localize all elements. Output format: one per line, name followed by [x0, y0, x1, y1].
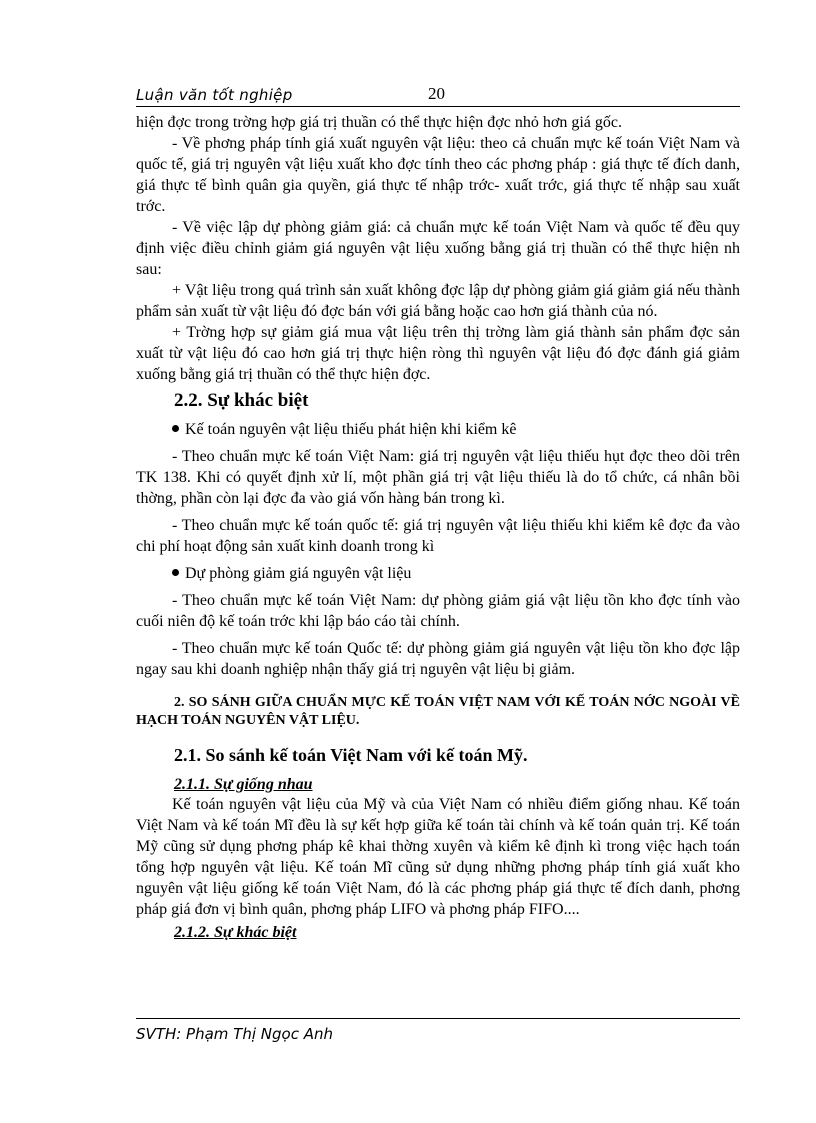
bullet-icon [172, 425, 179, 432]
paragraph: - Theo chuẩn mực kế toán Quốc tế: dự phòng giảm giá nguyên vật liệu tồn kho đợc lập ngay sau khi doanh nghiệp nhận thấy giá trị nguyên vật liệu bị giảm. [136, 640, 740, 678]
author-name: SVTH: Phạm Thị Ngọc Anh [136, 1025, 333, 1043]
section-heading: 2.2. Sự khác biệt [174, 390, 309, 411]
bullet-item [172, 563, 740, 584]
page-header [136, 84, 740, 107]
paragraph: Kế toán nguyên vật liệu của Mỹ và của Việt Nam có nhiều điểm giống nhau. Kế toán Việt Nam và kế toán Mĩ đều là sự kết hợp giữa kế toán tài chính và kế toán quản trị. Kế toán Mỹ cũng sử dụng phơng pháp kê khai thờng xuyên và kiểm kê định kì trong việc hạch toán tổng hợp nguyên vật liệu. Kế toán Mĩ cũng sử dụng những phơng pháp tính giá xuất kho nguyên vật liệu giống kế toán Việt Nam, đó là các phơng pháp giá thực tế đích danh, phơng pháp giá đơn vị bình quân, phơng pháp LIFO và phơng pháp FIFO.... [136, 796, 740, 918]
paragraph: - Theo chuẩn mực kế toán quốc tế: giá trị nguyên vật liệu thiếu khi kiểm kê đợc đa vào chi phí hoạt động sản xuất kinh doanh trong kì [136, 517, 740, 555]
paragraph: - Về phơng pháp tính giá xuất nguyên vật liệu: theo cả chuẩn mực kế toán Việt Nam và quốc tế, giá trị nguyên vật liệu xuất kho đợc tính theo các phơng pháp : giá thực tế đích danh, giá thực tế bình quân gia quyền, giá thực tế nhập trớc- xuất trớc, giá thực tế nhập sau xuất trớc. [136, 135, 740, 215]
paragraph: - Theo chuẩn mực kế toán Việt Nam: dự phòng giảm giá vật liệu tồn kho đợc tính vào cuối niên độ kế toán trớc khi lập báo cáo tài chính. [136, 592, 740, 630]
page-number: 20 [428, 84, 445, 103]
paragraph: - Theo chuẩn mực kế toán Việt Nam: giá trị nguyên vật liệu thiếu hụt đợc theo dõi trên TK 138. Khi có quyết định xử lí, một phần giá trị vật liệu thiếu là do tổ chức, cá nhân bồi thờng, phần còn lại đợc đa vào giá vốn hàng bán trong kì. [136, 448, 740, 507]
page-footer [136, 1018, 740, 1044]
paragraph: + Trờng hợp sự giảm giá mua vật liệu trên thị trờng làm giá thành sản phẩm đợc sản xuất từ vật liệu đó cao hơn giá trị thực hiện ròng thì nguyên vật liệu đó đợc đánh giá giảm xuống bằng giá trị thuần có thể thực hiện đợc. [136, 324, 740, 383]
bullet-icon [172, 569, 179, 576]
bullet-text: Kế toán nguyên vật liệu thiếu phát hiện khi kiểm kê [185, 421, 517, 438]
page-content [136, 112, 740, 942]
section-heading: 2.1. So sánh kế toán Việt Nam với kế toán Mỹ. [174, 745, 528, 765]
paragraph: hiện đợc trong trờng hợp giá trị thuần có thể thực hiện đợc nhỏ hơn giá gốc. [136, 114, 622, 131]
paragraph: - Về việc lập dự phòng giảm giá: cả chuẩn mực kế toán Việt Nam và quốc tế đều quy định việc điều chỉnh giảm giá nguyên vật liệu xuống bằng giá trị thuần có thể thực hiện nh sau: [136, 219, 740, 278]
bullet-text: Dự phòng giảm giá nguyên vật liệu [185, 565, 412, 582]
subsection-heading: 2.1.2. Sự khác biệt [174, 924, 297, 941]
subsection-heading: 2.1.1. Sự giống nhau [174, 776, 313, 793]
chapter-heading: 2. SO SÁNH GIỮA CHUẨN MỰC KẾ TOÁN VIỆT NAM VỚI KẾ TOÁN NỚC NGOÀI VỀ HẠCH TOÁN NGUYÊN VẬT LIỆU. [136, 695, 740, 728]
document-title: Luận văn tốt nghiệp [136, 86, 293, 104]
paragraph: + Vật liệu trong quá trình sản xuất không đợc lập dự phòng giảm giá giảm giá nếu thành phẩm sản xuất từ vật liệu đó đợc bán với giá bằng hoặc cao hơn giá thành của nó. [136, 282, 740, 320]
bullet-item [172, 419, 740, 440]
